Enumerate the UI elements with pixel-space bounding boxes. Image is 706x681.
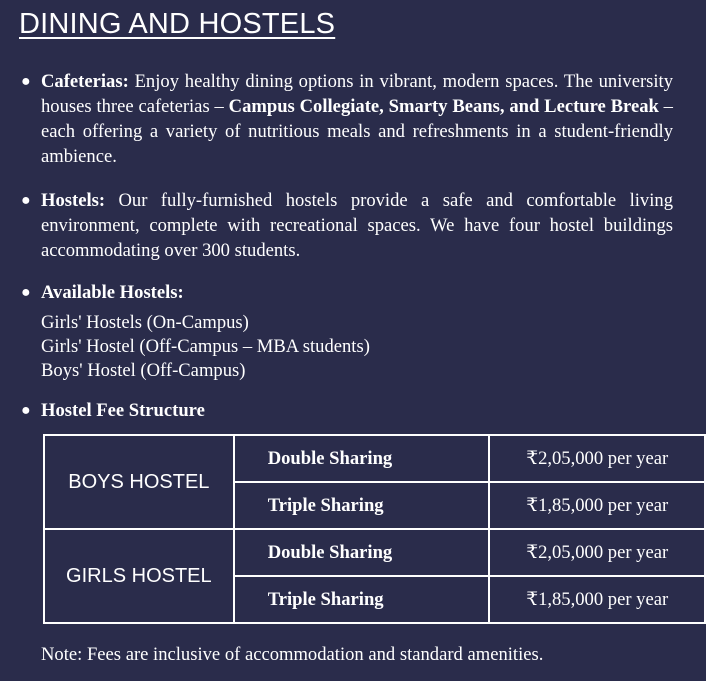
available-hostels-label: Available Hostels: — [41, 282, 184, 303]
cafeterias-paragraph — [21, 69, 673, 169]
fee-cell: ₹1,85,000 per year — [489, 482, 705, 529]
hostel-list-item: Girls' Hostels (On-Campus) — [41, 312, 249, 333]
bullet-icon: ● — [21, 284, 31, 301]
available-hostels-heading — [21, 280, 673, 305]
fee-cell: ₹2,05,000 per year — [489, 435, 705, 482]
cafeterias-text-2: – each offering a variety of nutritious meals and refreshments in a student-friendly ambience. — [41, 96, 673, 167]
hostels-paragraph — [21, 188, 673, 263]
fee-structure-heading — [21, 398, 673, 423]
hostels-text: Our fully-furnished hostels provide a safe and comfortable living environment, complete with recreational spaces. We have four hostel buildings accommodating over 300 students. — [41, 190, 673, 261]
table-row — [44, 435, 705, 482]
cafeterias-text-1: Enjoy healthy dining options in vibrant, modern spaces. The university houses three cafeterias – — [41, 71, 673, 117]
fee-table — [43, 434, 706, 624]
room-type-cell: Double Sharing — [234, 435, 490, 482]
page-title: DINING AND HOSTELS — [19, 8, 336, 40]
table-row — [44, 529, 705, 576]
bullet-icon: ● — [21, 402, 31, 419]
room-type-cell: Double Sharing — [234, 529, 490, 576]
cafeterias-label: Cafeterias: — [41, 71, 129, 92]
cafeteria-names: Campus Collegiate, Smarty Beans, and Lecture Break — [228, 96, 659, 117]
bullet-icon: ● — [21, 192, 31, 209]
room-type-cell: Triple Sharing — [234, 482, 490, 529]
room-type-cell: Triple Sharing — [234, 576, 490, 623]
fee-cell: ₹1,85,000 per year — [489, 576, 705, 623]
fee-cell: ₹2,05,000 per year — [489, 529, 705, 576]
hostel-list-item: Boys' Hostel (Off-Campus) — [41, 360, 246, 381]
bullet-icon: ● — [21, 73, 31, 90]
fee-structure-label: Hostel Fee Structure — [41, 400, 205, 421]
hostels-label: Hostels: — [41, 190, 106, 211]
fee-note: Note: Fees are inclusive of accommodation and standard amenities. — [41, 644, 544, 665]
girls-hostel-cell: GIRLS HOSTEL — [44, 529, 234, 623]
boys-hostel-cell: BOYS HOSTEL — [44, 435, 234, 529]
hostel-list-item: Girls' Hostel (Off-Campus – MBA students) — [41, 336, 370, 357]
